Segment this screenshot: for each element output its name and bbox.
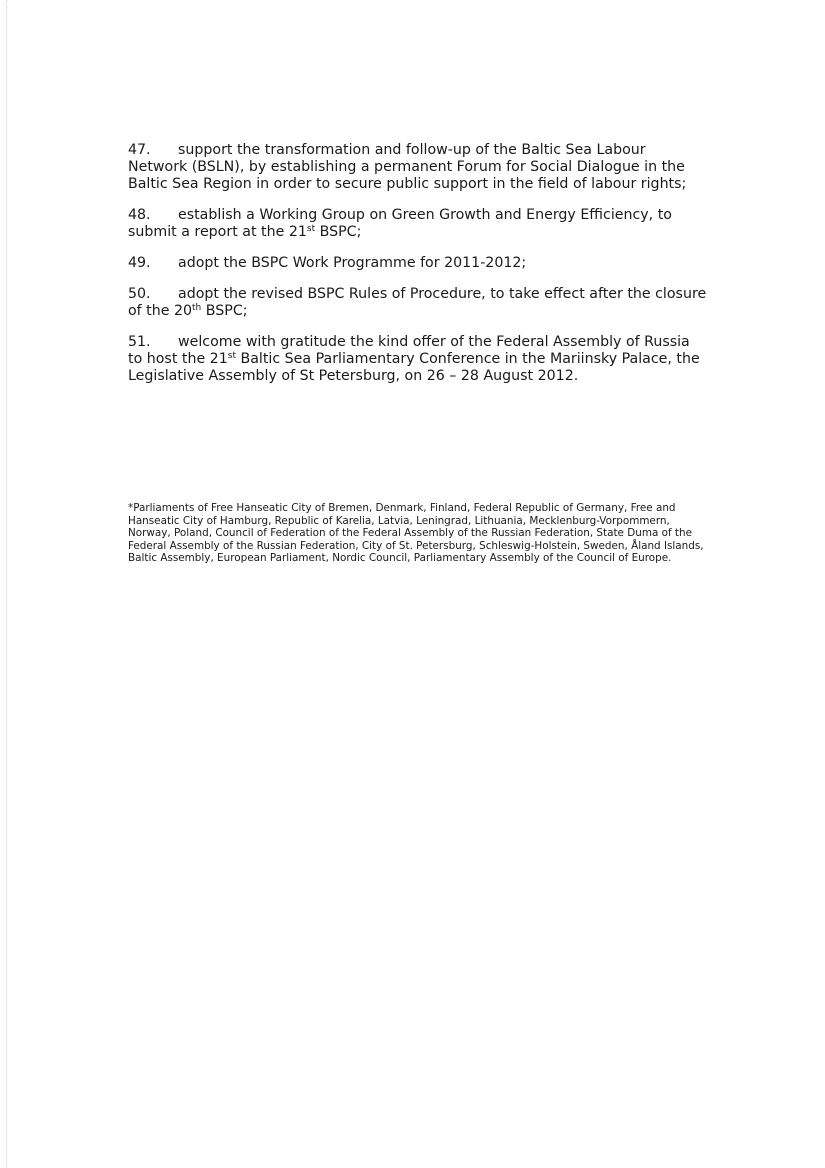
page-edge bbox=[6, 0, 7, 1168]
resolution-number: 51. bbox=[128, 334, 151, 350]
resolution-text: support the transformation and follow-up of the Baltic Sea Labour Network (BSLN), by establishing a permanent Forum for Social Dialogue in the Baltic Sea Region in order to secure public support in the field of labour rights; bbox=[128, 142, 687, 192]
resolution-number: 50. bbox=[128, 286, 151, 302]
resolution-text-end: Baltic Sea Parliamentary Conference in the Mariinsky Palace, the Legislative Assembly of St Petersburg, on 26 – 28 August 2012. bbox=[128, 351, 700, 384]
resolution-50 bbox=[128, 286, 708, 320]
resolution-text: establish a Working Group on Green Growth and Energy Efficiency, to submit a report at the 21 bbox=[128, 207, 672, 240]
resolution-number: 49. bbox=[128, 255, 151, 271]
ordinal-suffix: th bbox=[192, 303, 202, 313]
resolution-number: 48. bbox=[128, 207, 151, 223]
resolution-text: adopt the BSPC Work Programme for 2011-2012; bbox=[178, 255, 527, 271]
footnote: *Parliaments of Free Hanseatic City of Bremen, Denmark, Finland, Federal Republic of Germany, Free and Hanseatic City of Hamburg, Republic of Karelia, Latvia, Leningrad, Lithuania, Mecklenburg-Vorpommern, Norway, Poland, Council of Federation of the Federal Assembly of the Russian Federation, State Duma of the Federal Assembly of the Russian Federation, City of St. Petersburg, Schleswig-Holstein, Sweden, Åland Islands, Baltic Assembly, European Parliament, Nordic Council, Parliamentary Assembly of the Council of Europe. bbox=[128, 502, 704, 564]
resolution-text-end: BSPC; bbox=[201, 303, 248, 319]
resolution-number: 47. bbox=[128, 142, 151, 158]
resolution-49 bbox=[128, 255, 708, 272]
resolution-text: welcome with gratitude the kind offer of the Federal Assembly of Russia to host the 21 bbox=[128, 334, 690, 367]
ordinal-suffix: st bbox=[306, 224, 316, 234]
resolution-51 bbox=[128, 334, 708, 385]
ordinal-suffix: st bbox=[227, 351, 236, 361]
resolutions-list bbox=[128, 142, 708, 399]
resolution-text: adopt the revised BSPC Rules of Procedure, to take effect after the closure of the 20 bbox=[128, 286, 707, 319]
resolution-48 bbox=[128, 207, 708, 241]
resolution-47 bbox=[128, 142, 708, 193]
resolution-text-end: BSPC; bbox=[315, 224, 362, 240]
